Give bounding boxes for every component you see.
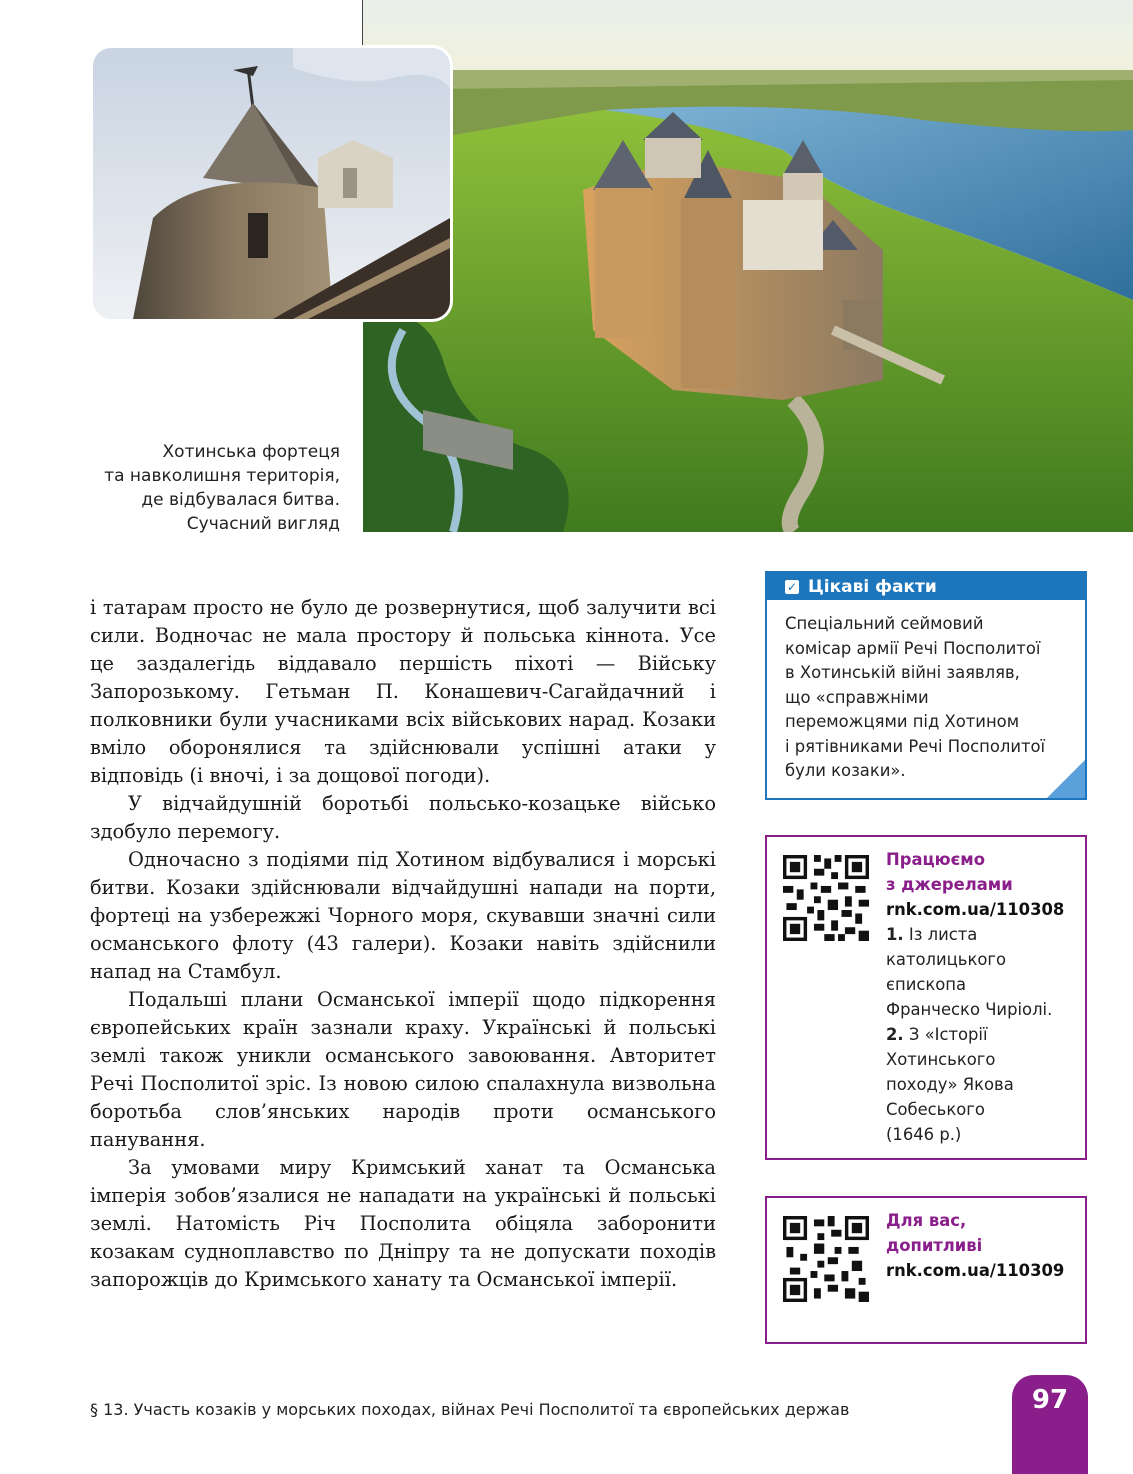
- qr-code-icon[interactable]: [783, 1216, 869, 1302]
- item-number: 1.: [886, 925, 904, 944]
- item-line: З «Історії: [908, 1025, 988, 1044]
- page-number-tab: [1012, 1375, 1088, 1474]
- page-number: 97: [1031, 1385, 1069, 1415]
- facts-line: комісар армії Речі Посполитої: [785, 638, 1041, 658]
- item-line: єпископа: [886, 975, 967, 994]
- item-line: (1646 р.): [886, 1125, 962, 1144]
- item-line: походу» Якова: [886, 1075, 1014, 1094]
- sources-link[interactable]: rnk.com.ua/110308: [886, 900, 1065, 919]
- interesting-facts-box: [765, 571, 1087, 800]
- body-paragraph: За умовами миру Кримський ханат та Османська імперія зобов’язалися не нападати на українські й польські землі. Натомість Річ Посполита обіцяла заборонити козакам судноплавство по Дніпру та не допускати походів запорожців до Кримського ханату та Османської імперії.: [90, 1156, 716, 1291]
- curious-text: [886, 1208, 1064, 1283]
- fortress-photo: [363, 0, 1133, 532]
- curious-qr-box: [765, 1196, 1087, 1344]
- sources-title: з джерелами: [886, 875, 1013, 894]
- facts-line: переможцями під Хотином: [785, 712, 1020, 731]
- facts-line: що «справжніми: [785, 687, 929, 707]
- item-line: Франческо Чиріолі.: [886, 1000, 1053, 1019]
- tower-closeup-photo: [93, 48, 450, 319]
- source-item-2: [886, 1022, 1064, 1047]
- facts-line: Спеціальний сеймовий: [785, 614, 984, 633]
- photo-caption: [60, 440, 340, 536]
- qr-code-icon[interactable]: [783, 855, 869, 941]
- facts-line: в Хотинській війні заявляв,: [785, 663, 1020, 682]
- body-paragraph: У відчайдушній боротьбі польсько-козацьке військо здобуло перемогу.: [90, 792, 716, 843]
- corner-triangle-icon: [1047, 760, 1085, 798]
- caption-line: та навколишня територія,: [104, 466, 340, 486]
- source-item-1: [886, 922, 1064, 947]
- facts-title: Цікаві факти: [808, 576, 937, 597]
- facts-line: і рятівниками Речі Посполитої: [785, 736, 1046, 756]
- item-line: Із листа: [908, 925, 978, 944]
- body-paragraph: і татарам просто не було де розвернутися, щоб залучити всі сили. Водночас не мала простору й польська кіннота. Усе це заздалегідь віддавало першість піхоті — Війську Запорозькому. Гетьман П. Конашевич-Сагайдачний і полковники були учасниками всіх військових нарад. Козаки вміло оборонялися та здійснювали успішні атаки у відповідь (і вночі, і за дощової погоди).: [90, 596, 716, 787]
- main-text: [90, 594, 716, 1294]
- body-paragraph: Подальші плани Османської імперії щодо підкорення європейських країн зазнали краху. Українські й польські землі також уникли османського завоювання. Авторитет Речі Посполитої зріс. Із новою силою спалахнула визвольна боротьба слов’янських народів проти османського панування.: [90, 988, 716, 1151]
- caption-line: Хотинська фортеця: [162, 442, 340, 462]
- item-line: Хотинського: [886, 1050, 996, 1069]
- item-number: 2.: [886, 1025, 904, 1044]
- caption-line: Сучасний вигляд: [186, 514, 340, 534]
- facts-line: були козаки».: [785, 761, 906, 780]
- body-paragraph: Одночасно з подіями під Хотином відбувалися і морські битви. Козаки здійснювали відчайдушні напади на порти, фортеці на узбережжі Чорного моря, скувавши значні сили османського флоту (43 галери). Козаки навіть здійснили напад на Стамбул.: [90, 848, 716, 983]
- sources-text: [886, 847, 1064, 1147]
- facts-body: [767, 600, 1085, 784]
- item-line: католицького: [886, 950, 1007, 969]
- sources-qr-box: [765, 835, 1087, 1160]
- caption-line: де відбувалася битва.: [141, 490, 340, 510]
- running-footer: § 13. Участь козаків у морських походах, війнах Речі Посполитої та європейських держав: [90, 1400, 850, 1419]
- item-line: Собеського: [886, 1100, 985, 1119]
- curious-title: Для вас,: [886, 1211, 967, 1230]
- divider-line: [362, 0, 363, 48]
- checkmark-icon: ✓: [786, 579, 798, 594]
- curious-title: допитливі: [886, 1236, 983, 1255]
- curious-link[interactable]: rnk.com.ua/110309: [886, 1261, 1065, 1280]
- sources-title: Працюємо: [886, 850, 985, 869]
- facts-header: [767, 573, 1085, 600]
